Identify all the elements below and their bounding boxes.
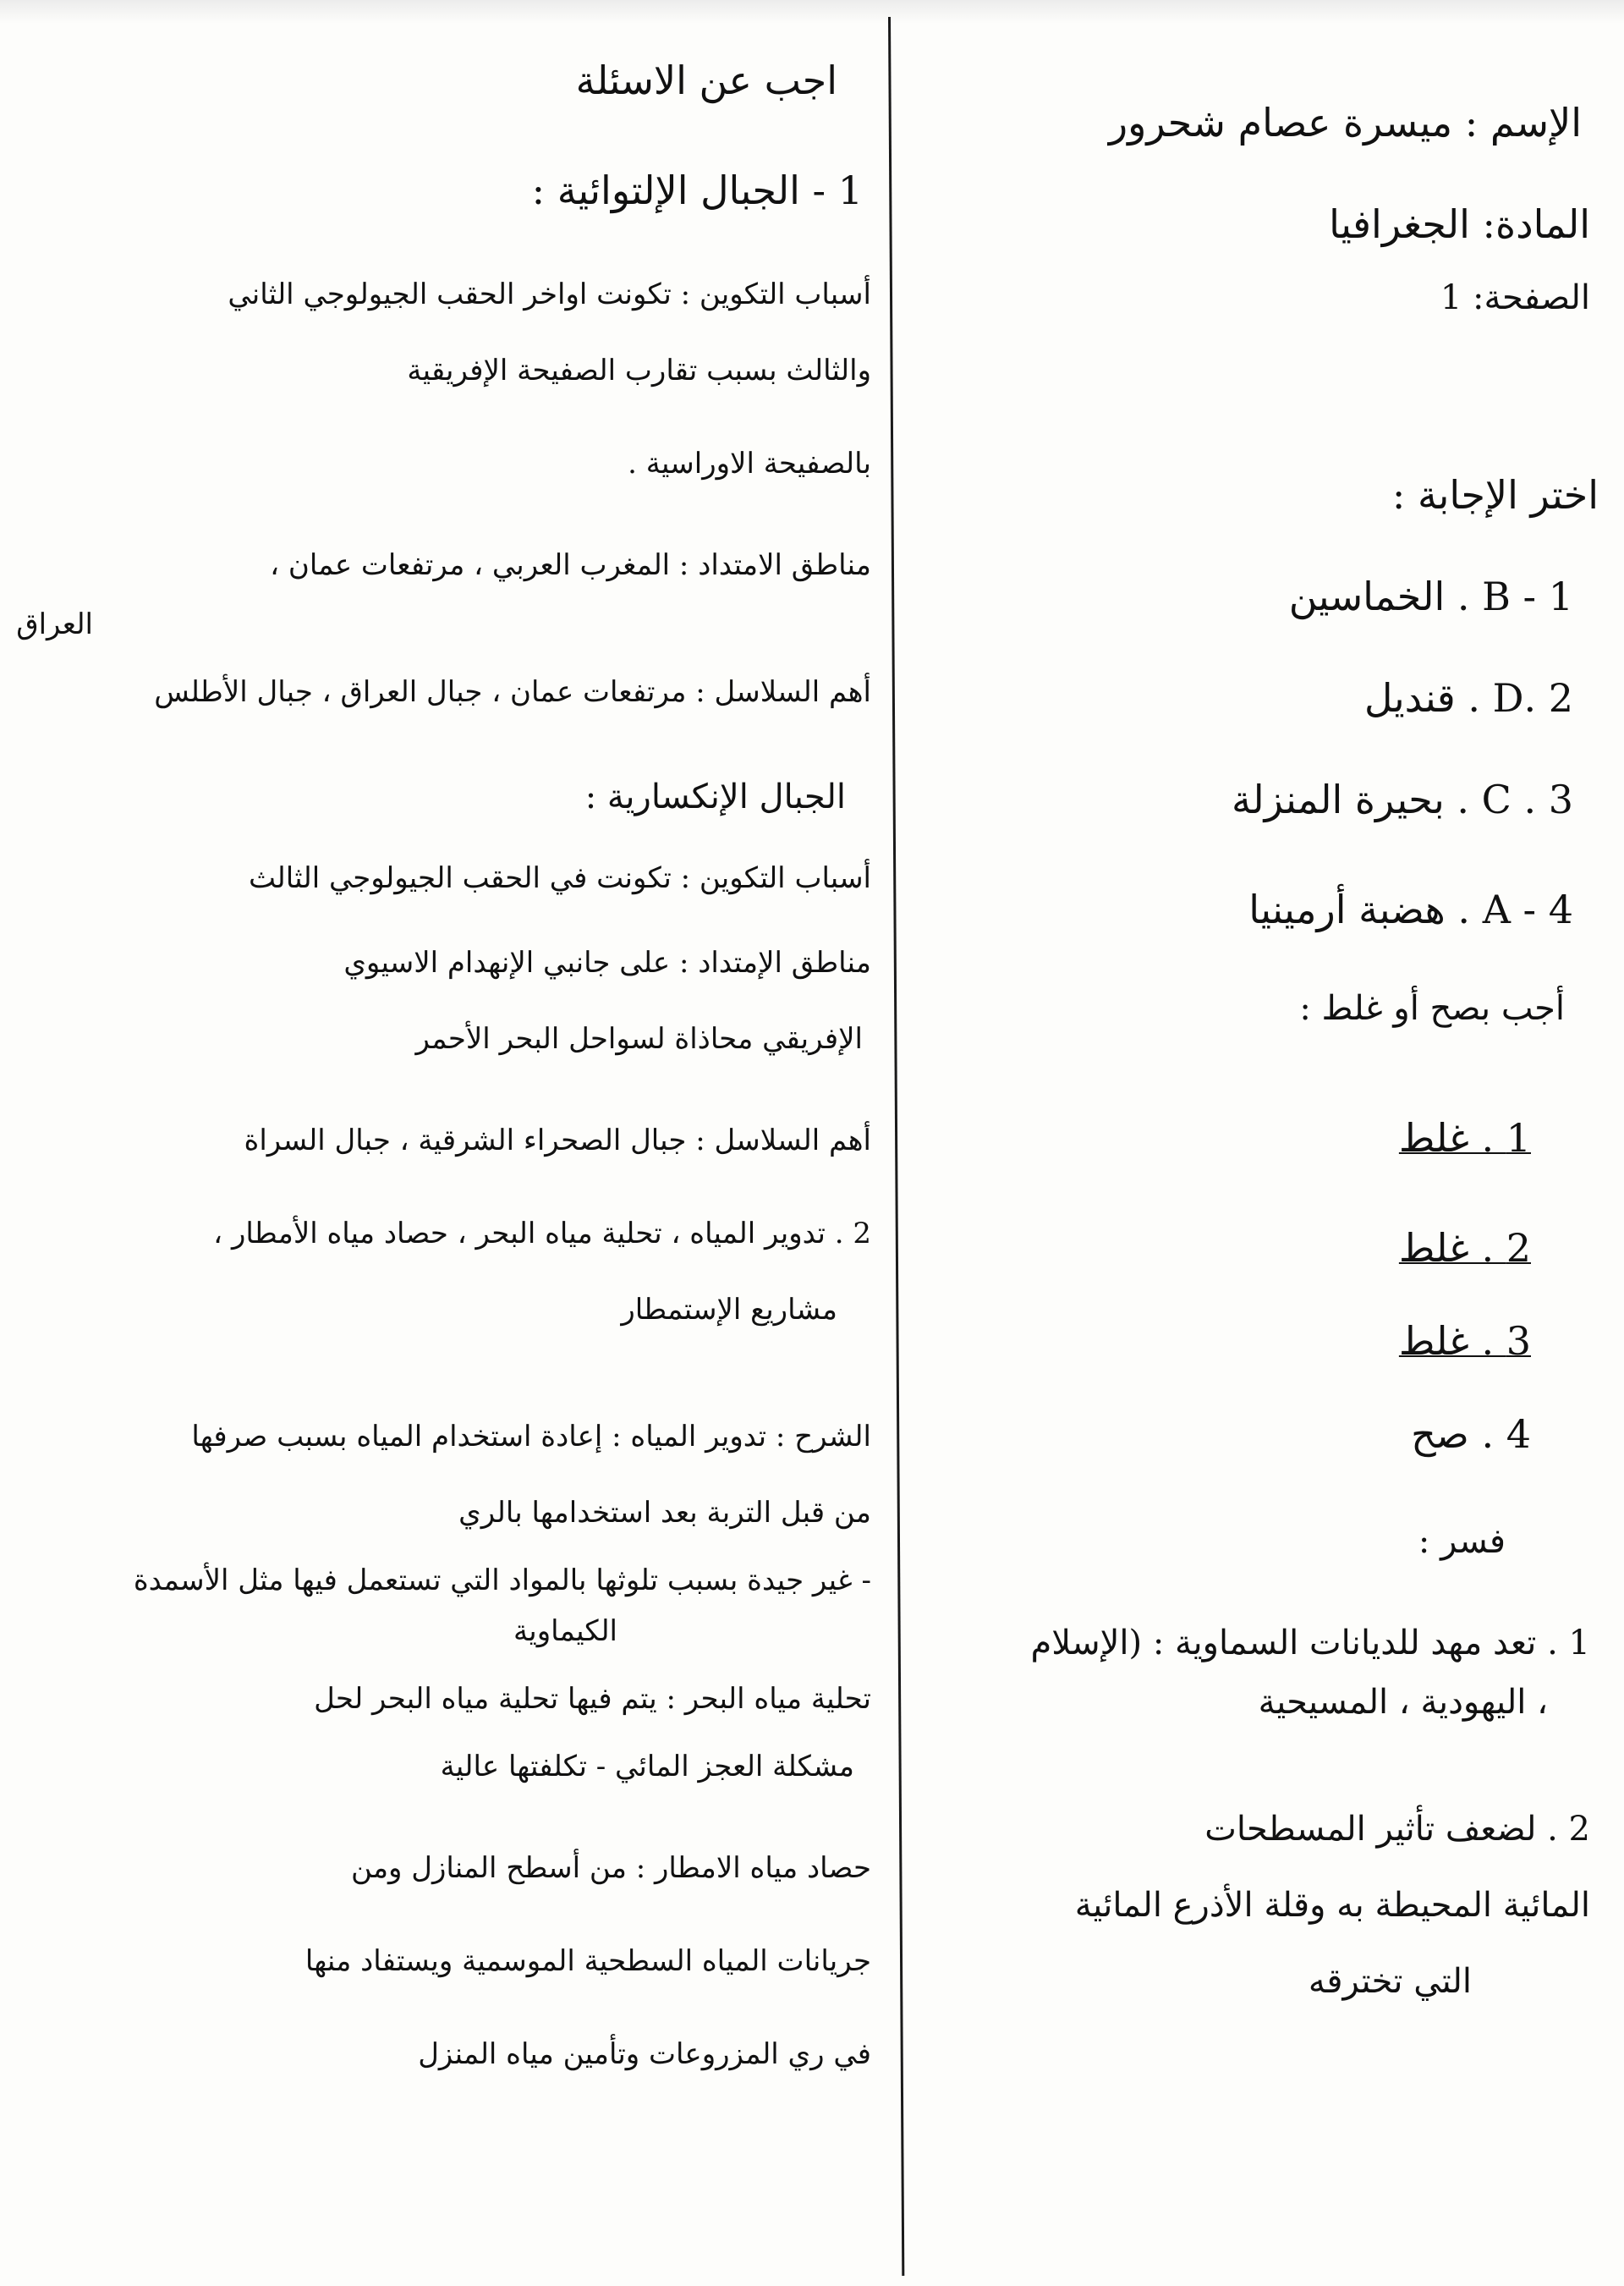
desalination-line-1: تحلية مياه البحر : يتم فيها تحلية مياه البحر لحل (314, 1682, 871, 1716)
questions-heading: اجب عن الاسئلة (575, 58, 837, 103)
choice-3: 3 . C . بحيرة المنزلة (1231, 777, 1573, 822)
harvest-line-3: في ري المزروعات وتأمين مياه المنزل (418, 2037, 871, 2071)
explain-2-line-1: 2 . لضعف تأثير المسطحات (1204, 1810, 1590, 1849)
true-false-heading: أجب بصح أو غلط : (1299, 989, 1565, 1028)
choice-2: 2 .D . قنديل (1364, 675, 1573, 721)
fault-extent-line-1: مناطق الإمتداد : على جانبي الإنهدام الاسيوي (343, 946, 871, 980)
choice-4: 4 - A . هضبة أرمينيا (1248, 887, 1573, 932)
fold-causes-line-2: والثالث بسبب تقارب الصفيحة الإفريقية (407, 354, 871, 387)
fold-causes-line-3: بالصفيحة الاوراسية . (628, 447, 871, 481)
explain-1-line-1: 1 . تعد مهد للديانات السماوية : (الإسلام (1030, 1624, 1590, 1662)
explain-1-line-2: ، اليهودية ، المسيحية (1258, 1683, 1548, 1722)
explanation-line-4: الكيماوية (513, 1614, 617, 1648)
tf-answer-3: 3 . غلط (1398, 1318, 1531, 1364)
fault-extent-line-2: الإفريقي محاذاة لسواحل البحر الأحمر (415, 1022, 863, 1056)
column-divider (888, 17, 904, 2276)
tf-answer-4: 4 . صح (1411, 1411, 1531, 1457)
tf-answer-2: 2 . غلط (1398, 1225, 1531, 1271)
fault-chains: أهم السلاسل : جبال الصحراء الشرقية ، جبال السراة (244, 1124, 871, 1157)
explanation-line-3: - غير جيدة بسبب تلوثها بالمواد التي تستعمل فيها مثل الأسمدة (133, 1563, 871, 1597)
subject-line: المادة: الجغرافيا (1329, 201, 1590, 247)
q1-title: 1 - الجبال الإلتوائية : (531, 168, 863, 213)
explanation-line-1: الشرح : تدوير المياه : إعادة استخدام المياه بسبب صرفها (191, 1420, 871, 1453)
q2-line-2: مشاريع الإستمطار (621, 1293, 837, 1327)
fault-title: الجبال الإنكسارية : (584, 778, 846, 816)
tf-answer-1: 1 . غلط (1398, 1115, 1531, 1161)
explain-2-line-2: المائية المحيطة به وقلة الأذرع المائية (1074, 1886, 1590, 1925)
fold-chains: أهم السلاسل : مرتفعات عمان ، جبال العراق ، جبال الأطلس (154, 675, 871, 709)
choice-1: 1 - B . الخماسين (1288, 574, 1573, 619)
explanation-line-2: من قبل التربة بعد استخدامها بالري (458, 1496, 871, 1530)
desalination-line-2: مشكلة العجز المائي - تكلفتها عالية (440, 1750, 854, 1783)
fold-extent-line-2: العراق (16, 607, 93, 641)
fault-causes: أسباب التكوين : تكونت في الحقب الجيولوجي الثالث (248, 861, 871, 895)
fold-causes-line-1: أسباب التكوين : تكونت اواخر الحقب الجيولوجي الثاني (228, 278, 871, 311)
choose-heading: اختر الإجابة : (1391, 472, 1599, 518)
page-number-line: الصفحة: 1 (1440, 278, 1590, 317)
student-name: الإسم : ميسرة عصام شحرور (1108, 100, 1582, 146)
q2-line-1: 2 . تدوير المياه ، تحلية مياه البحر ، حصاد مياه الأمطار ، (213, 1217, 871, 1250)
explain-heading: فسر : (1418, 1522, 1506, 1561)
harvest-line-1: حصاد مياه الامطار : من أسطح المنازل ومن (350, 1851, 871, 1885)
harvest-line-2: جريانات المياه السطحية الموسمية ويستفاد منها (304, 1944, 871, 1978)
explain-2-line-3: التي تخترقه (1308, 1962, 1472, 2001)
fold-extent-line-1: مناطق الامتداد : المغرب العربي ، مرتفعات عمان ، (270, 548, 871, 582)
